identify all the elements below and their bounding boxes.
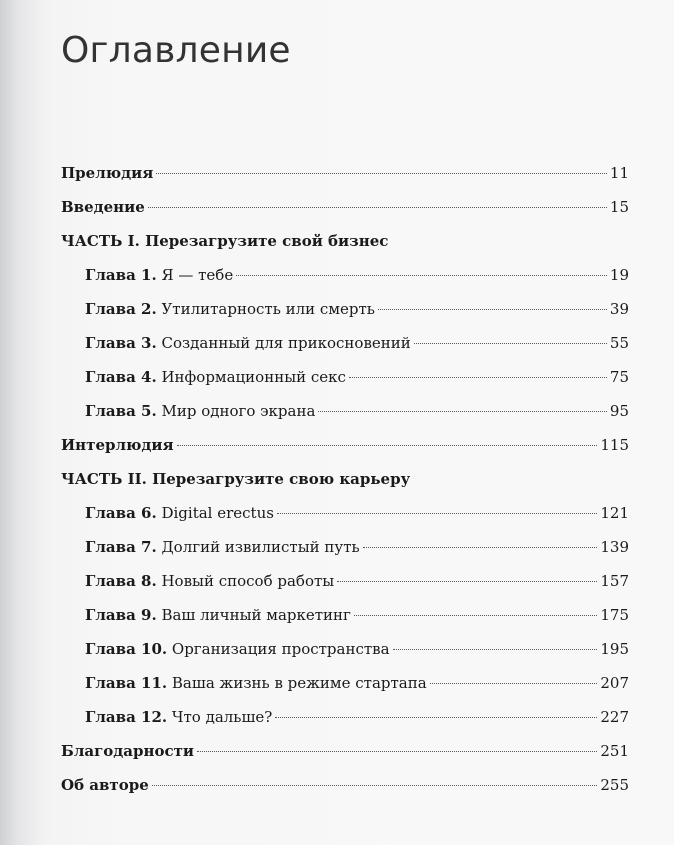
toc-entry-chapter-10 xyxy=(61,636,629,670)
toc-page-number: 175 xyxy=(600,606,629,624)
toc-entry-chapter-7 xyxy=(61,534,629,568)
toc-page-number: 11 xyxy=(609,164,629,182)
dot-leader xyxy=(236,275,607,276)
toc-entry-label: Прелюдия xyxy=(61,164,154,182)
page-title: Оглавление xyxy=(61,30,291,71)
chapter-number: Глава 3. xyxy=(85,334,157,352)
chapter-title: Digital erectus xyxy=(161,504,274,522)
chapter-title: Утилитарность или смерть xyxy=(161,300,375,318)
toc-entry-label xyxy=(85,299,375,319)
toc-entry-about-author xyxy=(61,772,629,806)
dot-leader xyxy=(430,683,598,684)
toc-entry-chapter-5 xyxy=(61,398,629,432)
toc-entry-label xyxy=(85,537,360,557)
toc-page-number: 39 xyxy=(609,300,629,318)
dot-leader xyxy=(275,717,597,718)
chapter-number: Глава 12. xyxy=(85,708,168,726)
chapter-title: Созданный для прикосновений xyxy=(161,334,411,352)
toc-entry-label xyxy=(85,401,315,421)
toc-page-number: 75 xyxy=(609,368,629,386)
chapter-title: Информационный секс xyxy=(161,368,346,386)
toc-page-number: 251 xyxy=(600,742,629,760)
dot-leader xyxy=(156,173,607,174)
chapter-title: Организация пространства xyxy=(171,640,390,658)
toc-page-number: 139 xyxy=(600,538,629,556)
toc-entry-acknowledgements xyxy=(61,738,629,772)
toc-entry-label xyxy=(85,707,272,727)
dot-leader xyxy=(277,513,597,514)
chapter-title: Ваш личный маркетинг xyxy=(161,606,351,624)
toc-page-number: 95 xyxy=(609,402,629,420)
toc-entry-chapter-12 xyxy=(61,704,629,738)
toc-page-number: 255 xyxy=(600,776,629,794)
chapter-number: Глава 5. xyxy=(85,402,157,420)
toc-entry-label xyxy=(85,367,346,387)
toc-entry-label: Интерлюдия xyxy=(61,436,174,454)
toc-entry-label: Введение xyxy=(61,198,145,216)
toc-entry-label xyxy=(85,333,411,353)
toc-page-number: 157 xyxy=(600,572,629,590)
dot-leader xyxy=(354,615,597,616)
toc-page-number: 227 xyxy=(600,708,629,726)
dot-leader xyxy=(152,785,598,786)
toc-entry-chapter-11 xyxy=(61,670,629,704)
chapter-number: Глава 7. xyxy=(85,538,157,556)
toc-entry-label xyxy=(85,673,427,693)
chapter-title: Новый способ работы xyxy=(161,572,335,590)
chapter-number: Глава 8. xyxy=(85,572,157,590)
chapter-title: Мир одного экрана xyxy=(161,402,316,420)
chapter-number: Глава 2. xyxy=(85,300,157,318)
chapter-number: Глава 6. xyxy=(85,504,157,522)
dot-leader xyxy=(393,649,598,650)
dot-leader xyxy=(318,411,606,412)
chapter-number: Глава 4. xyxy=(85,368,157,386)
toc-part-1-heading xyxy=(61,228,629,262)
toc-entry-chapter-6 xyxy=(61,500,629,534)
toc-entry-label xyxy=(85,503,274,523)
toc-entry-label: Об авторе xyxy=(61,776,149,794)
toc-entry-prelude xyxy=(61,160,629,194)
toc-entry-chapter-9 xyxy=(61,602,629,636)
dot-leader xyxy=(363,547,598,548)
chapter-title: Долгий извилистый путь xyxy=(161,538,360,556)
toc-entry-chapter-4 xyxy=(61,364,629,398)
dot-leader xyxy=(197,751,597,752)
toc-entry-label xyxy=(85,571,334,591)
toc-part-label: ЧАСТЬ I. Перезагрузите свой бизнес xyxy=(61,232,389,250)
toc-page-number: 19 xyxy=(609,266,629,284)
toc-entry-intro xyxy=(61,194,629,228)
dot-leader xyxy=(378,309,607,310)
chapter-title: Ваша жизнь в режиме стартапа xyxy=(171,674,427,692)
dot-leader xyxy=(414,343,607,344)
toc-entry-chapter-8 xyxy=(61,568,629,602)
table-of-contents xyxy=(61,160,629,806)
toc-page-number: 55 xyxy=(609,334,629,352)
dot-leader xyxy=(337,581,597,582)
chapter-number: Глава 1. xyxy=(85,266,157,284)
chapter-title: Что дальше? xyxy=(171,708,273,726)
toc-page-number: 195 xyxy=(600,640,629,658)
toc-entry-label xyxy=(85,605,351,625)
chapter-number: Глава 9. xyxy=(85,606,157,624)
chapter-number: Глава 10. xyxy=(85,640,168,658)
toc-page-number: 15 xyxy=(609,198,629,216)
dot-leader xyxy=(177,445,598,446)
toc-entry-label xyxy=(85,265,233,285)
toc-part-2-heading xyxy=(61,466,629,500)
dot-leader xyxy=(349,377,607,378)
toc-entry-chapter-3 xyxy=(61,330,629,364)
toc-page-number: 121 xyxy=(600,504,629,522)
toc-page-number: 207 xyxy=(600,674,629,692)
toc-page-number: 115 xyxy=(600,436,629,454)
chapter-title: Я — тебе xyxy=(161,266,234,284)
toc-entry-interlude xyxy=(61,432,629,466)
chapter-number: Глава 11. xyxy=(85,674,168,692)
toc-entry-chapter-2 xyxy=(61,296,629,330)
toc-part-label: ЧАСТЬ II. Перезагрузите свою карьеру xyxy=(61,470,411,488)
toc-entry-label xyxy=(85,639,390,659)
dot-leader xyxy=(148,207,607,208)
toc-entry-chapter-1 xyxy=(61,262,629,296)
toc-entry-label: Благодарности xyxy=(61,742,195,760)
